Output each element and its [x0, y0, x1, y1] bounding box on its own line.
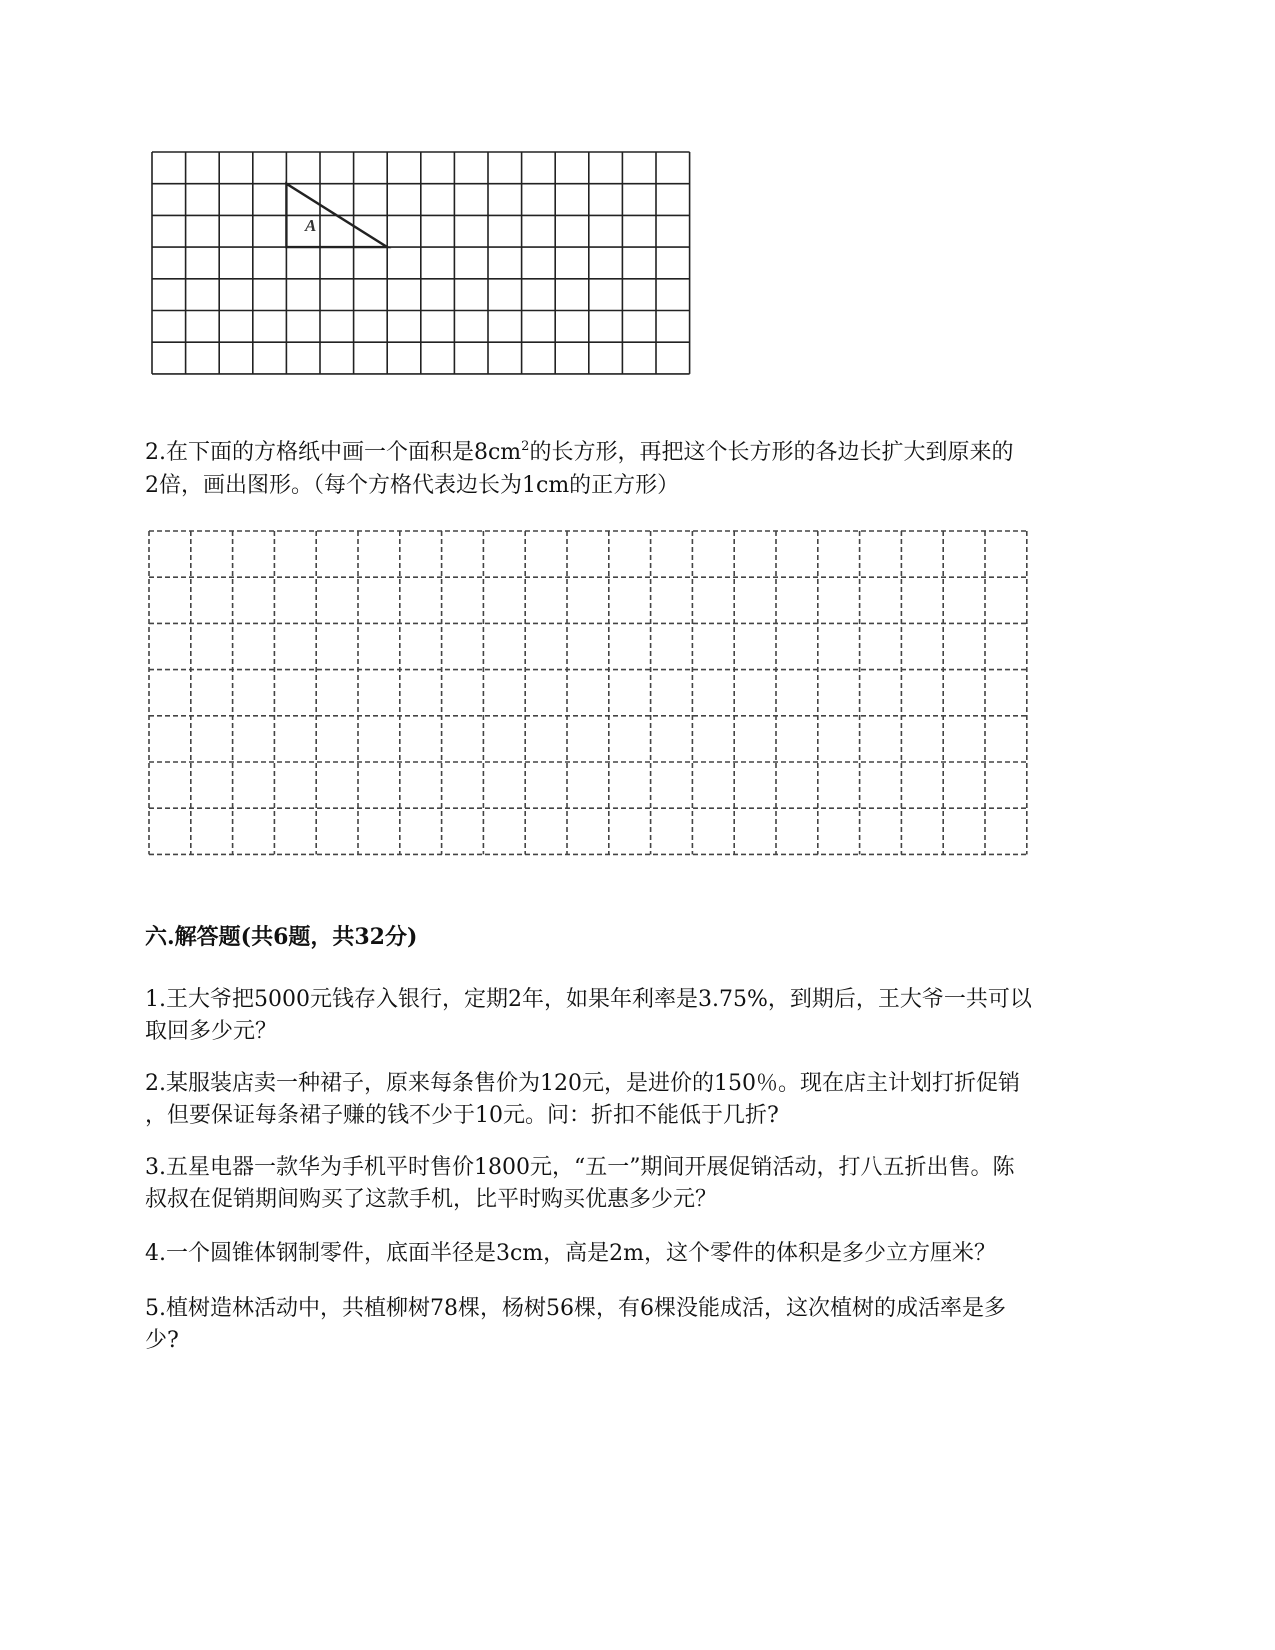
question-1-line2: 取回多少元？	[145, 1019, 278, 1044]
question-2-line2: ，但要保证每条裙子赚的钱不少于10元。问：折扣不能低于几折?	[145, 1103, 779, 1128]
q2-instruction-line1: 2.在下面的方格纸中画一个面积是$8cm^2$的长方形，再把这个长方形的各边长扩大到原来的	[145, 439, 1014, 465]
dashed-grid	[145, 527, 1035, 857]
question-4-line1: 4.一个圆锥体钢制零件，底面半径是3cm，高是2m，这个零件的体积是多少立方厘米？	[145, 1241, 997, 1266]
question-5-line1: 5.植树造林活动中，共植柳树78棵，杨树56棵，有6棵没能成活，这次植树的成活率是多	[145, 1296, 1006, 1321]
section-title: 六.解答题(共6题，共32分)	[145, 924, 418, 950]
grid-figure-a	[148, 150, 708, 400]
question-2-line1: 2.某服装店卖一种裙子，原来每条售价为120元，是进价的150％。现在店主计划打折促销	[145, 1071, 1020, 1096]
question-5-line2: 少?	[145, 1328, 179, 1353]
question-1-line1: 1.王大爷把5000元钱存入银行，定期2年，如果年利率是3.75%，到期后，王大爷一共可以	[145, 987, 1032, 1012]
triangle-label: A	[305, 216, 317, 235]
q2-instruction-line2: 2倍，画出图形。（每个方格代表边长为1cm的正方形）	[145, 473, 680, 498]
question-3-line1: 3.五星电器一款华为手机平时售价1800元，“五一”期间开展促销活动，打八五折出售。陈	[145, 1155, 1015, 1180]
question-3-line2: 叔叔在促销期间购买了这款手机，比平时购买优惠多少元？	[145, 1187, 718, 1212]
